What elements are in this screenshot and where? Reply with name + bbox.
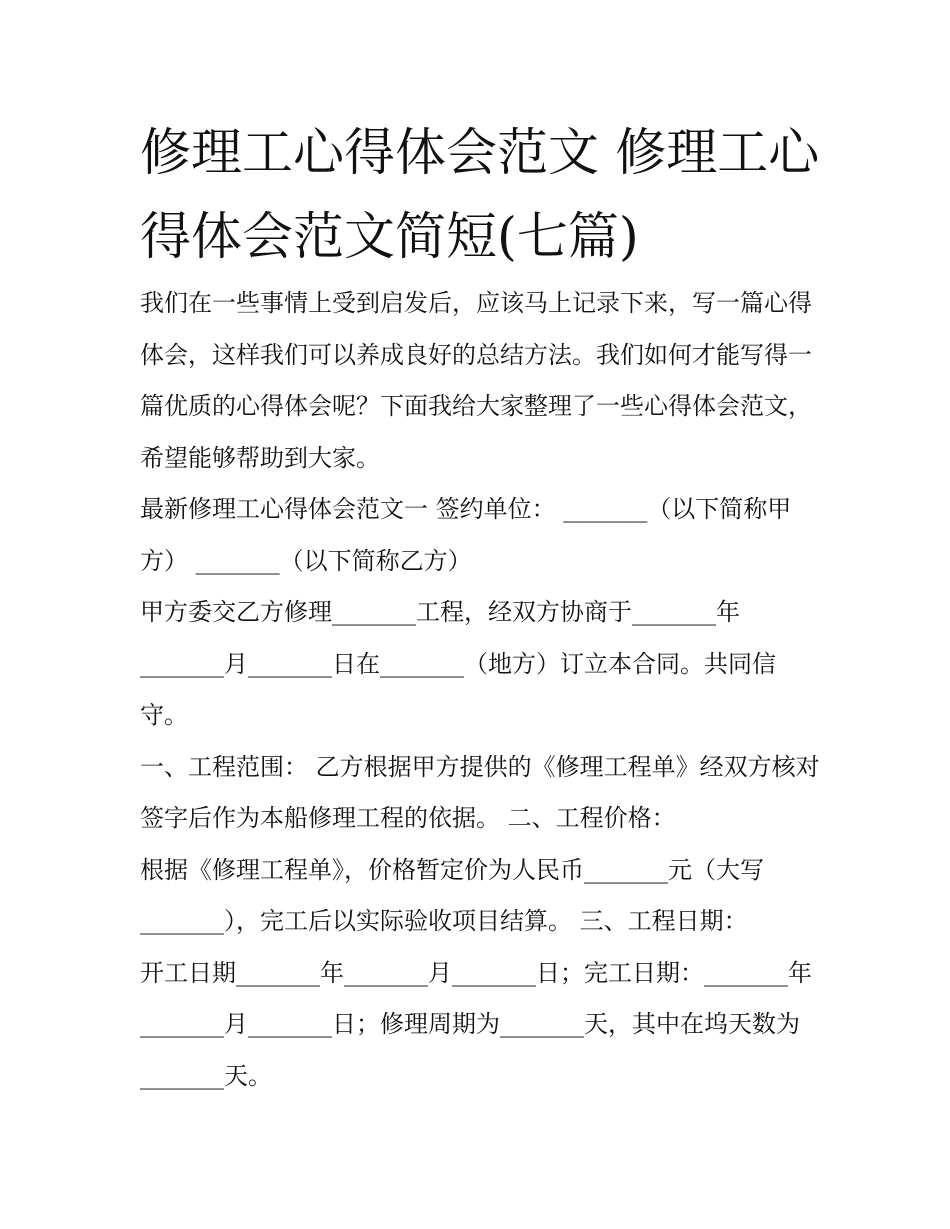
project-price-paragraph: 根据《修理工程单》，价格暂定价为人民币_______元（大写_______），完工后以实际验收项目结算。 三、工程日期： xyxy=(140,855,764,935)
contract-agreement-paragraph: 甲方委交乙方修理_______工程，经双方协商于_______年_______月_______日在_______（地方）订立本合同。共同信守。 xyxy=(140,598,776,729)
document-title: 修理工心得体会范文 修理工心得体会范文简短(七篇) xyxy=(140,124,820,267)
intro-paragraph: 我们在一些事情上受到启发后，应该马上记录下来，写一篇心得体会，这样我们可以养成良好的总结方法。我们如何才能写得一篇优质的心得体会呢？下面我给大家整理了一些心得体会范文，希望能够帮助到大家。 xyxy=(140,289,812,472)
project-dates-paragraph: 开工日期_______年_______月_______日；完工日期：_______年_______月_______日；修理周期为_______天，其中在坞天数为_______天。 xyxy=(140,958,812,1090)
signing-parties-paragraph: 最新修理工心得体会范文一 签约单位： _______（以下简称甲方） _______（以下简称乙方） xyxy=(140,495,792,575)
document-body xyxy=(140,278,820,1102)
project-scope-paragraph: 一、工程范围： 乙方根据甲方提供的《修理工程单》经双方核对签字后作为本船修理工程的依据。 二、工程价格： xyxy=(140,752,820,832)
